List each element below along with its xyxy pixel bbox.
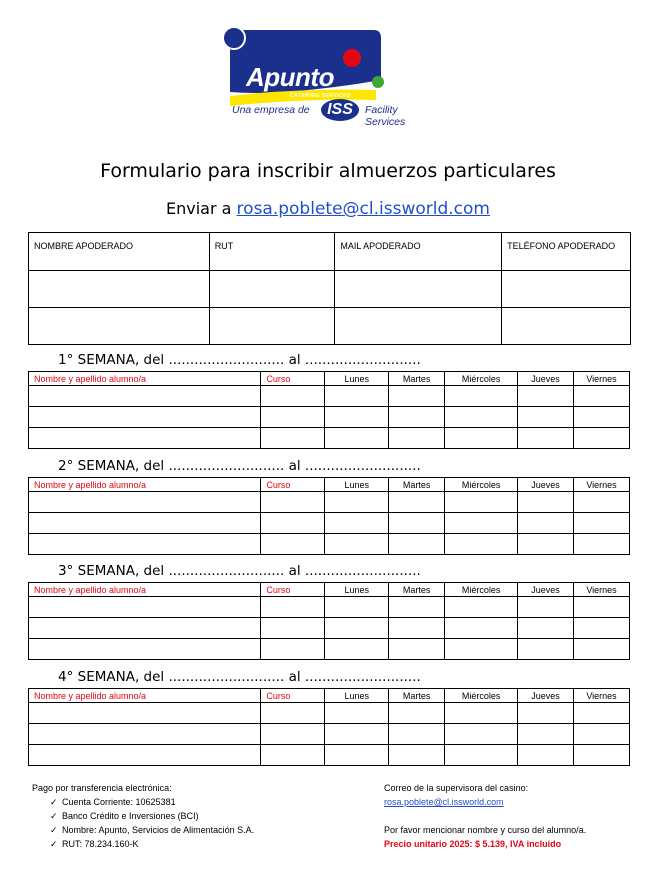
rut-cell[interactable] bbox=[209, 271, 335, 308]
header-guardian-mail: MAIL APODERADO bbox=[335, 233, 502, 271]
friday-cell[interactable] bbox=[574, 492, 630, 513]
header-student-name: Nombre y apellido alumno/a bbox=[29, 583, 261, 597]
monday-cell[interactable] bbox=[325, 407, 389, 428]
thursday-cell[interactable] bbox=[518, 513, 574, 534]
payment-rut: RUT: 78.234.160-K bbox=[62, 839, 139, 849]
contact-info bbox=[384, 781, 586, 851]
checkmark-icon: ✓ bbox=[50, 811, 58, 821]
payment-name: Nombre: Apunto, Servicios de Alimentación S.A. bbox=[62, 825, 255, 835]
tuesday-cell[interactable] bbox=[389, 428, 445, 449]
table-row bbox=[29, 534, 630, 555]
week-header-row bbox=[29, 478, 630, 492]
list-item bbox=[50, 795, 254, 809]
guardian-mail-cell[interactable] bbox=[335, 271, 502, 308]
week-table bbox=[28, 688, 630, 766]
table-row bbox=[29, 724, 630, 745]
student-name-cell[interactable] bbox=[29, 513, 261, 534]
send-email-link[interactable]: rosa.poblete@cl.issworld.com bbox=[236, 199, 490, 219]
header-student-name: Nombre y apellido alumno/a bbox=[29, 689, 261, 703]
header-monday: Lunes bbox=[325, 372, 389, 386]
table-row bbox=[29, 308, 631, 345]
friday-cell[interactable] bbox=[574, 745, 630, 766]
guardian-name-cell[interactable] bbox=[29, 271, 210, 308]
thursday-cell[interactable] bbox=[518, 639, 574, 660]
course-cell[interactable] bbox=[261, 492, 325, 513]
friday-cell[interactable] bbox=[574, 428, 630, 449]
header-student-name: Nombre y apellido alumno/a bbox=[29, 478, 261, 492]
wednesday-cell[interactable] bbox=[445, 407, 518, 428]
table-row bbox=[29, 745, 630, 766]
monday-cell[interactable] bbox=[325, 618, 389, 639]
thursday-cell[interactable] bbox=[518, 492, 574, 513]
payment-bank: Banco Crédito e Inversiones (BCI) bbox=[62, 811, 199, 821]
monday-cell[interactable] bbox=[325, 428, 389, 449]
monday-cell[interactable] bbox=[325, 492, 389, 513]
student-name-cell[interactable] bbox=[29, 428, 261, 449]
course-cell[interactable] bbox=[261, 618, 325, 639]
course-cell[interactable] bbox=[261, 386, 325, 407]
friday-cell[interactable] bbox=[574, 386, 630, 407]
header-monday: Lunes bbox=[325, 583, 389, 597]
student-name-cell[interactable] bbox=[29, 492, 261, 513]
contact-email-link[interactable]: rosa.poblete@cl.issworld.com bbox=[384, 797, 504, 807]
table-row bbox=[29, 428, 630, 449]
monday-cell[interactable] bbox=[325, 513, 389, 534]
week-label: 3° SEMANA, del ........................... al ........................... bbox=[58, 563, 421, 579]
tuesday-cell[interactable] bbox=[389, 703, 445, 724]
course-cell[interactable] bbox=[261, 428, 325, 449]
tuesday-cell[interactable] bbox=[389, 724, 445, 745]
header-course: Curso bbox=[261, 583, 325, 597]
monday-cell[interactable] bbox=[325, 745, 389, 766]
tuesday-cell[interactable] bbox=[389, 407, 445, 428]
friday-cell[interactable] bbox=[574, 513, 630, 534]
header-thursday: Jueves bbox=[518, 689, 574, 703]
table-row bbox=[29, 513, 630, 534]
tuesday-cell[interactable] bbox=[389, 492, 445, 513]
table-row bbox=[29, 618, 630, 639]
payment-list bbox=[32, 795, 254, 851]
thursday-cell[interactable] bbox=[518, 386, 574, 407]
course-cell[interactable] bbox=[261, 407, 325, 428]
course-cell[interactable] bbox=[261, 724, 325, 745]
week-header-row bbox=[29, 372, 630, 386]
payment-account: Cuenta Corriente: 10625381 bbox=[62, 797, 176, 807]
header-monday: Lunes bbox=[325, 689, 389, 703]
student-name-cell[interactable] bbox=[29, 703, 261, 724]
friday-cell[interactable] bbox=[574, 407, 630, 428]
iss-badge-text: ISS bbox=[327, 101, 353, 118]
monday-cell[interactable] bbox=[325, 534, 389, 555]
table-row bbox=[29, 703, 630, 724]
header-course: Curso bbox=[261, 478, 325, 492]
contact-note: Por favor mencionar nombre y curso del alumno/a. bbox=[384, 825, 587, 835]
wednesday-cell[interactable] bbox=[445, 513, 518, 534]
header-tuesday: Martes bbox=[389, 478, 445, 492]
header-student-name: Nombre y apellido alumno/a bbox=[29, 372, 261, 386]
table-row bbox=[29, 407, 630, 428]
header-friday: Viernes bbox=[574, 478, 630, 492]
rut-cell[interactable] bbox=[209, 308, 335, 345]
guardian-name-cell[interactable] bbox=[29, 308, 210, 345]
tuesday-cell[interactable] bbox=[389, 618, 445, 639]
thursday-cell[interactable] bbox=[518, 428, 574, 449]
friday-cell[interactable] bbox=[574, 724, 630, 745]
wednesday-cell[interactable] bbox=[445, 724, 518, 745]
logo-brand: Apunto bbox=[246, 62, 334, 92]
list-item bbox=[50, 823, 254, 837]
unit-price: Precio unitario 2025: $ 5.139, IVA incluido bbox=[384, 839, 562, 849]
week-table bbox=[28, 477, 630, 555]
header-guardian-name: NOMBRE APODERADO bbox=[29, 233, 210, 271]
thursday-cell[interactable] bbox=[518, 703, 574, 724]
week-label: 1° SEMANA, del ........................... al ........................... bbox=[58, 352, 421, 368]
guardian-phone-cell[interactable] bbox=[502, 271, 631, 308]
header-tuesday: Martes bbox=[389, 583, 445, 597]
week-label: 2° SEMANA, del ........................... al ........................... bbox=[58, 458, 421, 474]
wednesday-cell[interactable] bbox=[445, 703, 518, 724]
thursday-cell[interactable] bbox=[518, 597, 574, 618]
friday-cell[interactable] bbox=[574, 534, 630, 555]
header-tuesday: Martes bbox=[389, 372, 445, 386]
list-item bbox=[50, 809, 254, 823]
table-row bbox=[29, 639, 630, 660]
course-cell[interactable] bbox=[261, 597, 325, 618]
monday-cell[interactable] bbox=[325, 386, 389, 407]
checkmark-icon: ✓ bbox=[50, 839, 58, 849]
table-row bbox=[29, 271, 631, 308]
student-name-cell[interactable] bbox=[29, 639, 261, 660]
guardian-header-row bbox=[29, 233, 631, 271]
wednesday-cell[interactable] bbox=[445, 745, 518, 766]
friday-cell[interactable] bbox=[574, 618, 630, 639]
guardian-phone-cell[interactable] bbox=[502, 308, 631, 345]
table-row bbox=[29, 492, 630, 513]
header-wednesday: Miércoles bbox=[445, 689, 518, 703]
student-name-cell[interactable] bbox=[29, 745, 261, 766]
friday-cell[interactable] bbox=[574, 639, 630, 660]
student-name-cell[interactable] bbox=[29, 386, 261, 407]
guardian-mail-cell[interactable] bbox=[335, 308, 502, 345]
thursday-cell[interactable] bbox=[518, 407, 574, 428]
course-cell[interactable] bbox=[261, 513, 325, 534]
logo-company-suffix: Facility Services bbox=[365, 104, 406, 128]
student-name-cell[interactable] bbox=[29, 407, 261, 428]
contact-heading: Correo de la supervisora del casino: bbox=[384, 783, 529, 793]
student-name-cell[interactable] bbox=[29, 724, 261, 745]
header-guardian-phone: TELÉFONO APODERADO bbox=[502, 233, 631, 271]
header-thursday: Jueves bbox=[518, 372, 574, 386]
week-header-row bbox=[29, 583, 630, 597]
thursday-cell[interactable] bbox=[518, 618, 574, 639]
tuesday-cell[interactable] bbox=[389, 534, 445, 555]
header-course: Curso bbox=[261, 372, 325, 386]
monday-cell[interactable] bbox=[325, 703, 389, 724]
wednesday-cell[interactable] bbox=[445, 618, 518, 639]
header-friday: Viernes bbox=[574, 583, 630, 597]
thursday-cell[interactable] bbox=[518, 534, 574, 555]
header-monday: Lunes bbox=[325, 478, 389, 492]
header-course: Curso bbox=[261, 689, 325, 703]
company-logo bbox=[216, 22, 440, 128]
wednesday-cell[interactable] bbox=[445, 492, 518, 513]
wednesday-cell[interactable] bbox=[445, 639, 518, 660]
wednesday-cell[interactable] bbox=[445, 534, 518, 555]
header-wednesday: Miércoles bbox=[445, 372, 518, 386]
tuesday-cell[interactable] bbox=[389, 513, 445, 534]
week-header-row bbox=[29, 689, 630, 703]
header-wednesday: Miércoles bbox=[445, 478, 518, 492]
header-rut: RUT bbox=[209, 233, 335, 271]
logo-company-prefix: Una empresa de bbox=[232, 104, 310, 116]
send-prefix: Enviar a bbox=[166, 199, 232, 218]
monday-cell[interactable] bbox=[325, 724, 389, 745]
student-name-cell[interactable] bbox=[29, 618, 261, 639]
header-friday: Viernes bbox=[574, 689, 630, 703]
thursday-cell[interactable] bbox=[518, 724, 574, 745]
tuesday-cell[interactable] bbox=[389, 639, 445, 660]
table-row bbox=[29, 386, 630, 407]
wednesday-cell[interactable] bbox=[445, 428, 518, 449]
table-row bbox=[29, 597, 630, 618]
payment-heading: Pago por transferencia electrónica: bbox=[32, 783, 172, 793]
logo-tagline: CATERING SERVICES bbox=[290, 93, 351, 99]
course-cell[interactable] bbox=[261, 745, 325, 766]
header-thursday: Jueves bbox=[518, 583, 574, 597]
monday-cell[interactable] bbox=[325, 639, 389, 660]
week-table bbox=[28, 371, 630, 449]
guardian-table bbox=[28, 232, 631, 345]
friday-cell[interactable] bbox=[574, 597, 630, 618]
header-wednesday: Miércoles bbox=[445, 583, 518, 597]
spacer bbox=[384, 809, 586, 823]
tuesday-cell[interactable] bbox=[389, 745, 445, 766]
checkmark-icon: ✓ bbox=[50, 797, 58, 807]
iss-badge bbox=[320, 98, 360, 122]
send-instruction bbox=[0, 199, 656, 219]
monday-cell[interactable] bbox=[325, 597, 389, 618]
payment-info bbox=[32, 781, 254, 851]
wednesday-cell[interactable] bbox=[445, 597, 518, 618]
course-cell[interactable] bbox=[261, 703, 325, 724]
friday-cell[interactable] bbox=[574, 703, 630, 724]
course-cell[interactable] bbox=[261, 534, 325, 555]
student-name-cell[interactable] bbox=[29, 534, 261, 555]
page-title: Formulario para inscribir almuerzos particulares bbox=[100, 160, 556, 182]
header-thursday: Jueves bbox=[518, 478, 574, 492]
list-item bbox=[50, 837, 254, 851]
tuesday-cell[interactable] bbox=[389, 597, 445, 618]
tuesday-cell[interactable] bbox=[389, 386, 445, 407]
course-cell[interactable] bbox=[261, 639, 325, 660]
thursday-cell[interactable] bbox=[518, 745, 574, 766]
checkmark-icon: ✓ bbox=[50, 825, 58, 835]
week-label: 4° SEMANA, del ........................... al ........................... bbox=[58, 669, 421, 685]
week-table bbox=[28, 582, 630, 660]
header-friday: Viernes bbox=[574, 372, 630, 386]
student-name-cell[interactable] bbox=[29, 597, 261, 618]
header-tuesday: Martes bbox=[389, 689, 445, 703]
wednesday-cell[interactable] bbox=[445, 386, 518, 407]
